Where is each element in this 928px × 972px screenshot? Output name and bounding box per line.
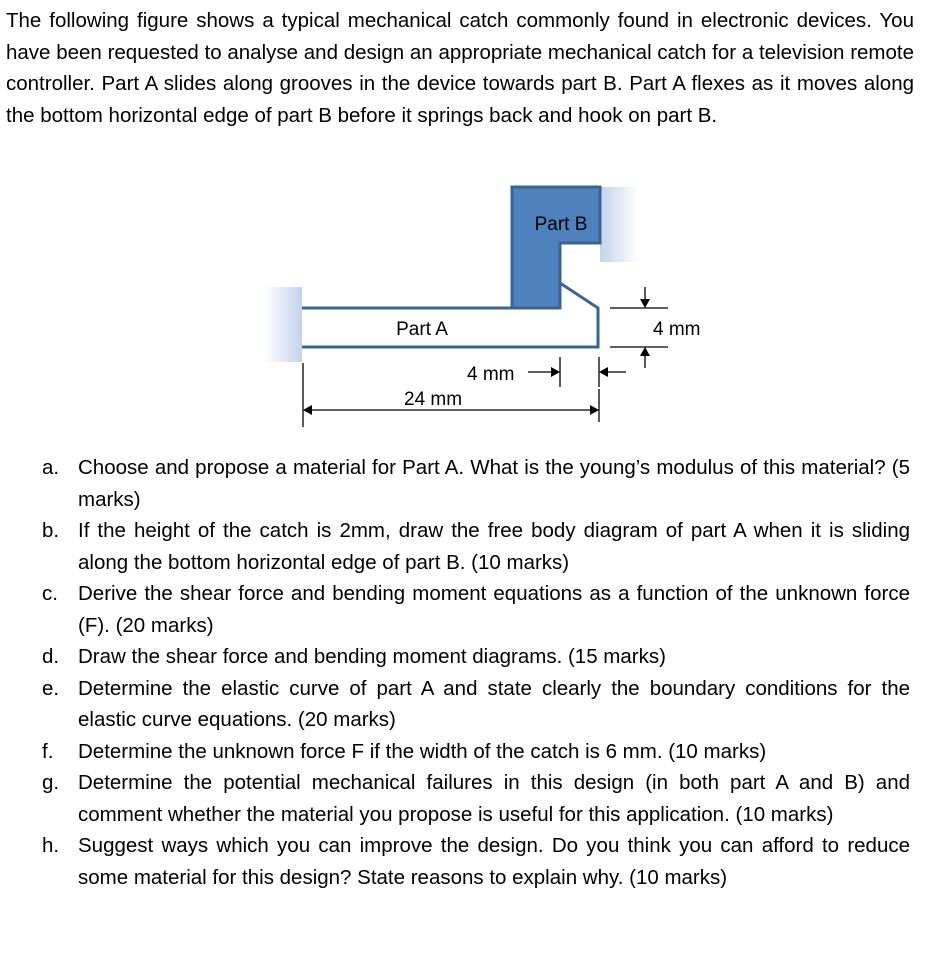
question-letter: e.	[42, 676, 60, 700]
question-text: Choose and propose a material for Part A. What is the young’s modulus of this material? (5 marks)	[78, 456, 910, 511]
hook-arrow-left	[599, 367, 608, 377]
part-b-shape	[512, 187, 600, 308]
hook-dimension	[528, 357, 626, 387]
question-item	[0, 736, 910, 768]
question-text: Determine the potential mechanical failures in this design (in both part A and B) and comment whether the material you propose is useful for this application. (10 marks)	[78, 771, 910, 826]
question-text: If the height of the catch is 2mm, draw the free body diagram of part A when it is sliding along the bottom horizontal edge of part B. (10 marks)	[78, 519, 910, 574]
hook-arrow-right	[551, 367, 560, 377]
question-letter: b.	[42, 519, 60, 542]
question-item	[0, 515, 910, 578]
question-letter: c.	[42, 582, 58, 605]
hook-dimension-label: 4 mm	[467, 364, 515, 385]
catch-diagram	[0, 175, 928, 445]
part-b-support-wall	[600, 187, 638, 262]
question-text: Draw the shear force and bending moment diagrams. (15 marks)	[78, 645, 666, 668]
part-b-label: Part B	[534, 214, 588, 235]
question-item	[0, 578, 910, 641]
question-letter: d.	[42, 645, 60, 668]
question-text: Suggest ways which you can improve the design. Do you think you can afford to reduce some material for this design? State reasons to explain why. (10 marks)	[78, 834, 910, 889]
part-a-label: Part A	[396, 319, 448, 340]
length-dimension-label: 24 mm	[404, 389, 463, 410]
question-list	[0, 452, 910, 893]
question-item	[0, 673, 910, 736]
height-dimension-label: 4 mm	[653, 319, 701, 340]
question-letter: a.	[42, 456, 60, 479]
question-item	[0, 767, 910, 830]
question-letter: f.	[42, 739, 54, 763]
question-letter: h.	[42, 834, 60, 857]
question-text: Derive the shear force and bending moment equations as a function of the unknown force (F). (20 marks)	[78, 582, 910, 637]
question-item	[0, 452, 910, 515]
catch-figure	[0, 175, 928, 445]
question-item	[0, 830, 910, 893]
question-text: Determine the unknown force F if the width of the catch is 6 mm. (10 marks)	[78, 739, 767, 763]
question-text: Determine the elastic curve of part A and state clearly the boundary conditions for the elastic curve equations. (20 marks)	[78, 676, 910, 731]
height-arrow-down	[640, 299, 650, 308]
problem-intro: The following figure shows a typical mechanical catch commonly found in electronic devices. You have been requested to analyse and design an appropriate mechanical catch for a television remote controller. Part A slides along grooves in the device towards part B. Part A flexes as it moves along the bottom horizontal edge of part B before it springs back and hook on part B.	[6, 9, 914, 127]
question-item	[0, 641, 910, 673]
question-letter: g.	[42, 771, 60, 794]
length-arrow-right	[590, 405, 599, 415]
height-arrow-up	[640, 347, 650, 356]
part-a-support-wall	[264, 287, 302, 362]
length-arrow-left	[303, 405, 312, 415]
